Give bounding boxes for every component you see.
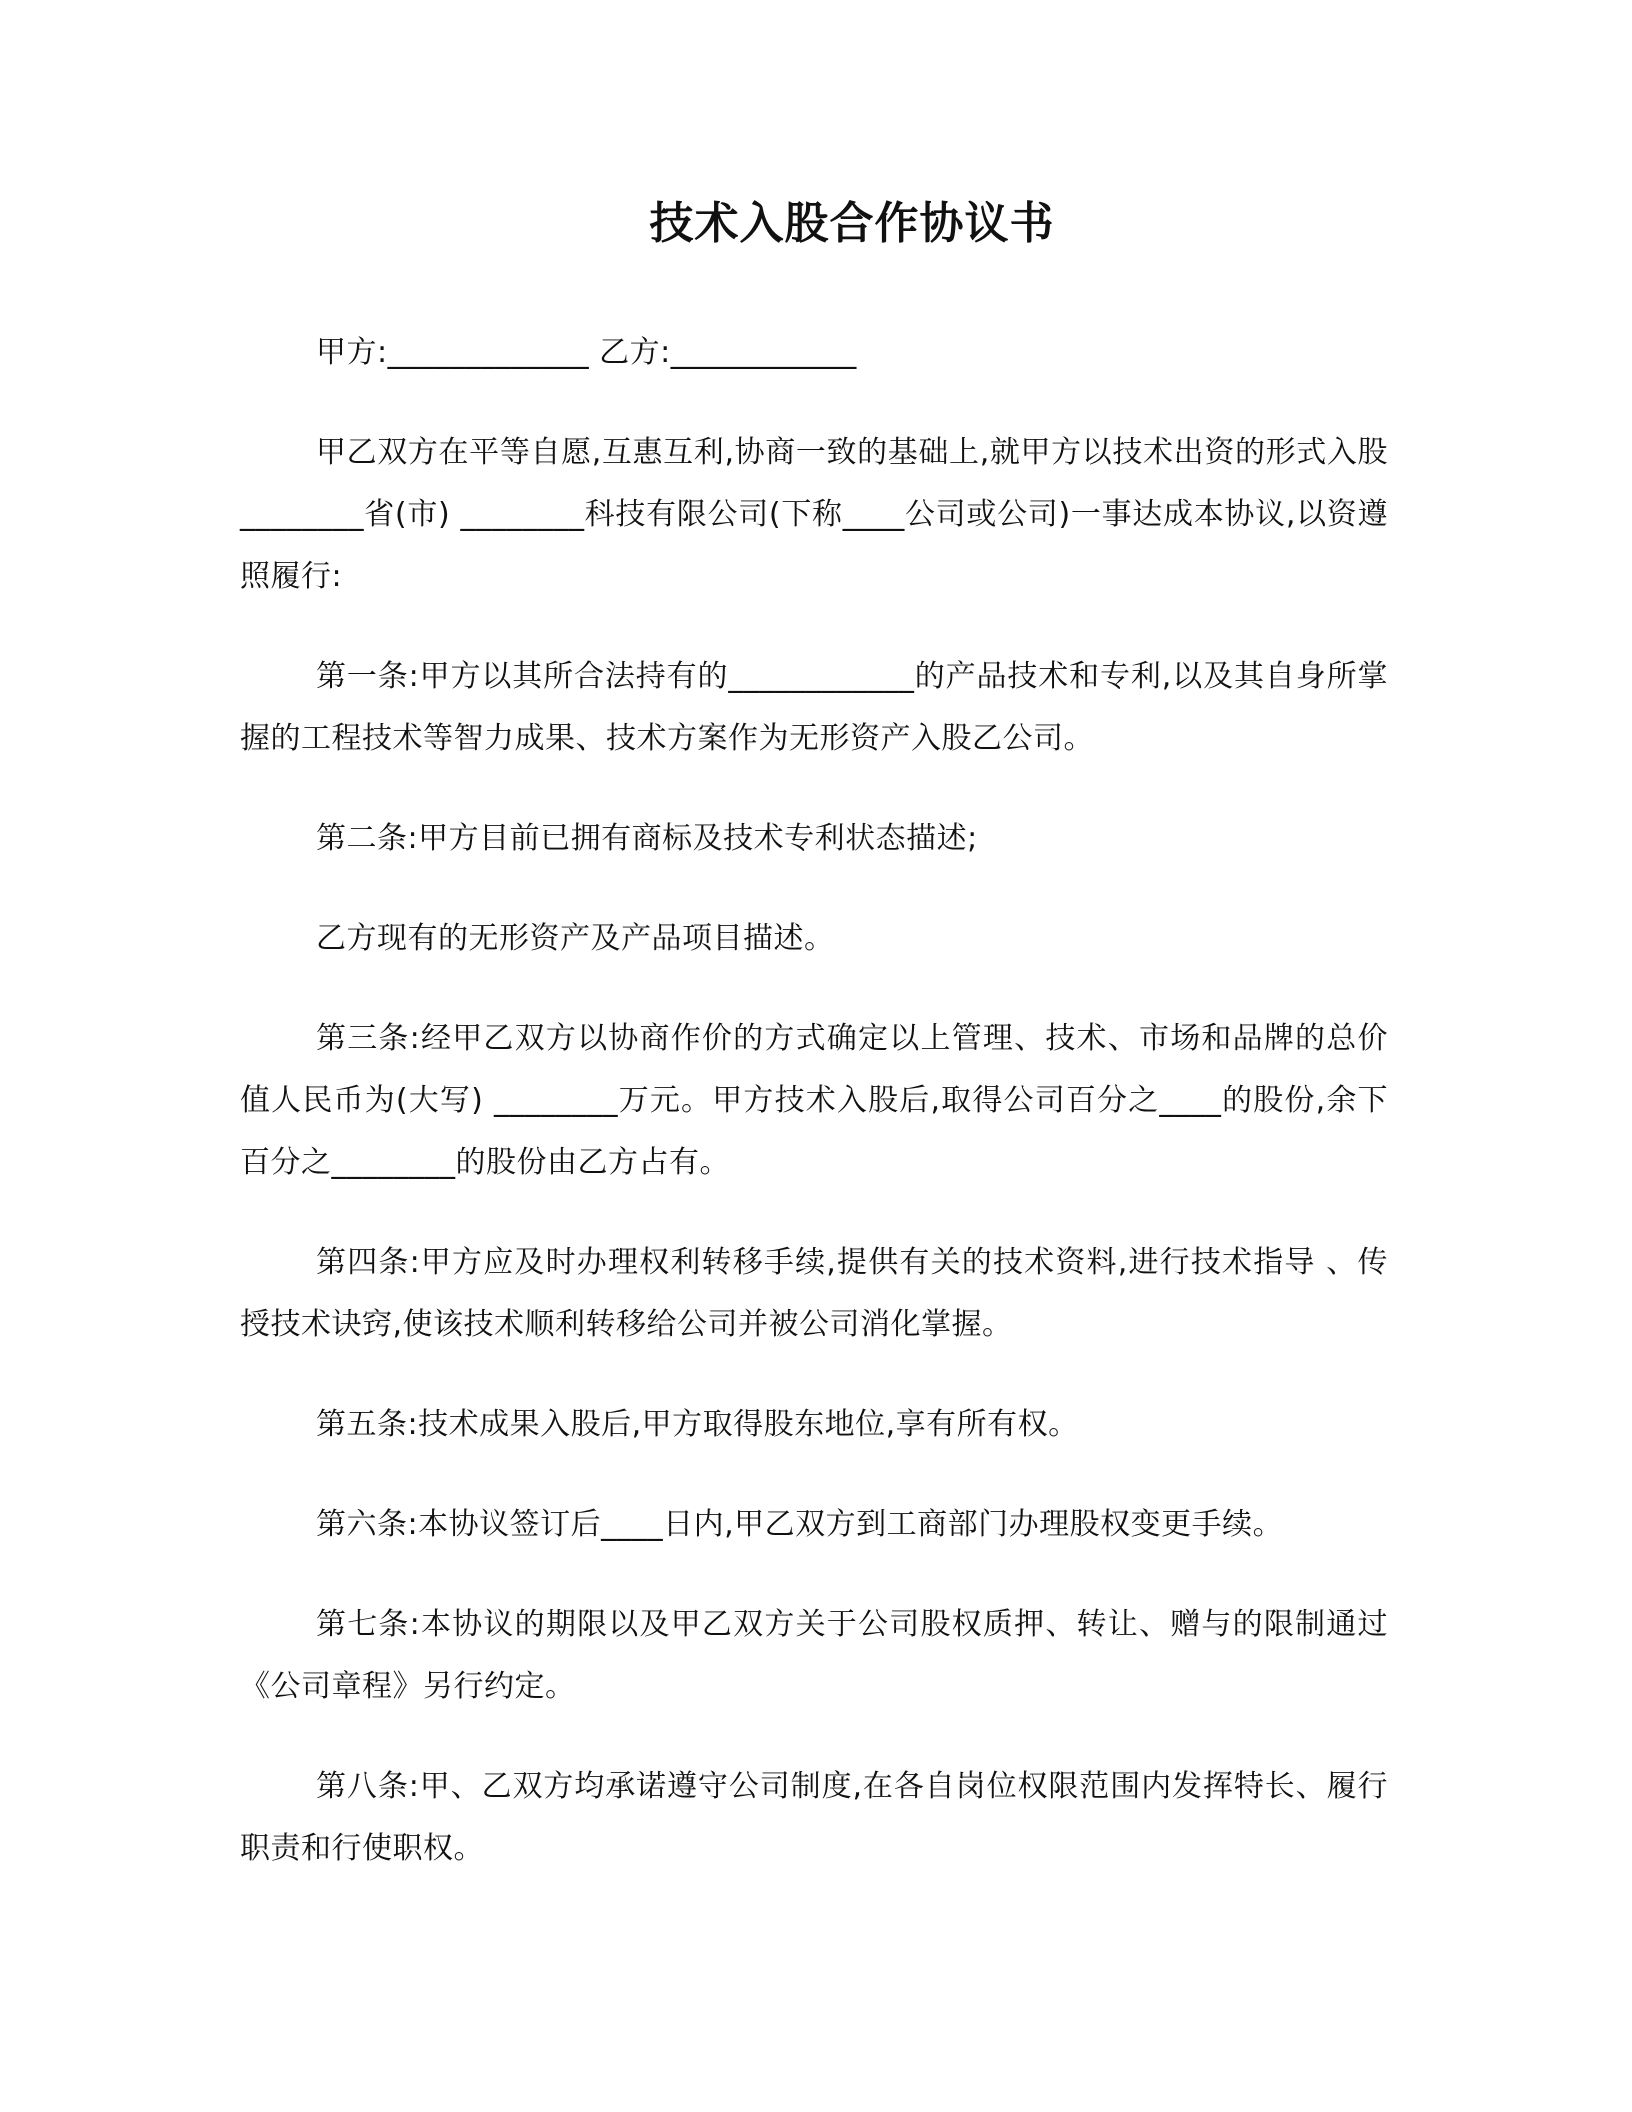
article-4: 第四条:甲方应及时办理权利转移手续,提供有关的技术资料,进行技术指导 、传授技术诀窍,使该技术顺利转移给公司并被公司消化掌握。 [240,1245,1388,1342]
document-title: 技术入股合作协议书 [649,198,1055,249]
article-5: 第五条:技术成果入股后,甲方取得股东地位,享有所有权。 [316,1407,1079,1442]
document-body [240,322,1388,1918]
article-2: 第二条:甲方目前已拥有商标及技术专利状态描述; [316,821,978,856]
intro-paragraph: 甲乙双方在平等自愿,互惠互利,协商一致的基础上,就甲方以技术出资的形式入股________省(市) ________科技有限公司(下称____公司或公司)一事达成本协议,以资遵照履行: [240,435,1388,594]
parties-line: 甲方:_____________ 乙方:____________ [316,335,857,370]
article-1: 第一条:甲方以其所合法持有的____________的产品技术和专利,以及其自身所掌握的工程技术等智力成果、技术方案作为无形资产入股乙公司。 [240,659,1388,756]
article-6: 第六条:本协议签订后____日内,甲乙双方到工商部门办理股权变更手续。 [316,1507,1284,1542]
article-2-supplement: 乙方现有的无形资产及产品项目描述。 [316,921,835,956]
article-8: 第八条:甲、乙双方均承诺遵守公司制度,在各自岗位权限范围内发挥特长、履行职责和行使职权。 [240,1769,1388,1866]
article-7: 第七条:本协议的期限以及甲乙双方关于公司股权质押、转让、赠与的限制通过《公司章程》另行约定。 [240,1607,1388,1704]
article-3: 第三条:经甲乙双方以协商作价的方式确定以上管理、技术、市场和品牌的总价值人民币为(大写) ________万元。甲方技术入股后,取得公司百分之____的股份,余下百分之________的股份由乙方占有。 [240,1021,1388,1180]
